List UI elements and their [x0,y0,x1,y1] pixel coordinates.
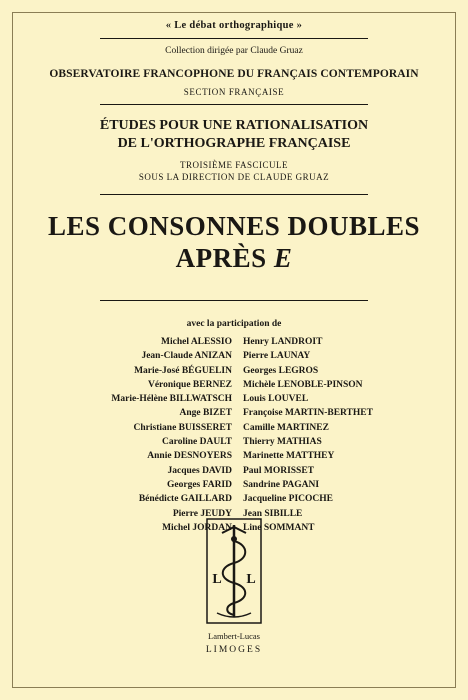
contributor: Georges LEGROS [243,365,319,376]
contributor: Bénédicte GAILLARD [138,494,232,505]
contributor: Michèle LENOBLE-PINSON [243,379,363,390]
divider-rule [100,38,368,39]
logo-letter-left: L [212,572,222,587]
contributor: Paul MORISSET [243,465,315,476]
book-title-line-2 [0,243,468,273]
organization-section: SECTION FRANÇAISE [183,87,285,97]
contributor: Sandrine PAGANI [243,479,320,490]
logo-serpent-head [231,536,237,542]
fascicle-number: TROISIÈME FASCICULE [179,160,289,170]
divider-rule [100,300,368,301]
collection-editor: Collection dirigée par Claude Gruaz [165,46,303,56]
divider-rule [100,104,368,105]
book-title-letter: E [273,243,293,273]
contributor: Louis LOUVEL [243,394,309,405]
book-title-prefix: APRÈS [175,243,274,273]
publisher-logo [199,517,269,627]
participation-label: avec la participation de [186,319,282,329]
contributor: Michel ALESSIO [161,337,232,347]
contributor: Véronique BERNEZ [147,379,232,390]
series-title-line-1: ÉTUDES POUR UNE RATIONALISATION [99,118,369,133]
contributor: Jacques DAVID [167,465,232,476]
contributor: Pierre LAUNAY [243,351,311,362]
contributors-left-column [78,335,232,535]
contributor: Line SOMMANT [243,522,315,533]
logo-letter-right: L [246,572,256,587]
contributor: Jean-Claude ANIZAN [141,351,232,362]
contributor: Annie DESNOYERS [147,451,232,462]
contributor: Jacqueline PICOCHE [243,494,333,505]
organization-name: OBSERVATOIRE FRANCOPHONE DU FRANÇAIS CONTEMPORAIN [49,68,419,80]
contributor: Caroline DAULT [162,437,232,448]
contributor: Henry LANDROIT [243,337,323,347]
contributor: Camille MARTINEZ [243,422,329,433]
contributor: Christiane BUISSERET [133,422,232,433]
publisher-city: LIMOGES [205,645,263,655]
contributor: Michel JORDAN [162,522,232,533]
series-name: « Le débat orthographique » [165,20,303,31]
contributor: Georges FARID [167,479,232,490]
series-title-line-2: DE L'ORTHOGRAPHE FRANÇAISE [117,136,351,151]
series-title [0,117,468,153]
contributor: Marinette MATTHEY [243,451,335,462]
contributor: Pierre JEUDY [172,508,232,519]
contributor: Jean SIBILLE [243,508,303,519]
contributors-right-column [243,335,391,535]
contributor: Ange BIZET [179,408,232,419]
divider-rule [100,194,368,195]
direction-credit: SOUS LA DIRECTION DE CLAUDE GRUAZ [138,172,330,182]
book-title-line-1: LES CONSONNES DOUBLES [47,211,421,241]
contributor: Françoise MARTIN-BERTHET [243,408,373,419]
contributor: Marie-Hélène BILLWATSCH [111,394,232,405]
publisher-name: Lambert-Lucas [208,631,260,641]
contributor: Marie-José BÉGUELIN [134,365,232,376]
contributor: Thierry MATHIAS [243,437,322,448]
